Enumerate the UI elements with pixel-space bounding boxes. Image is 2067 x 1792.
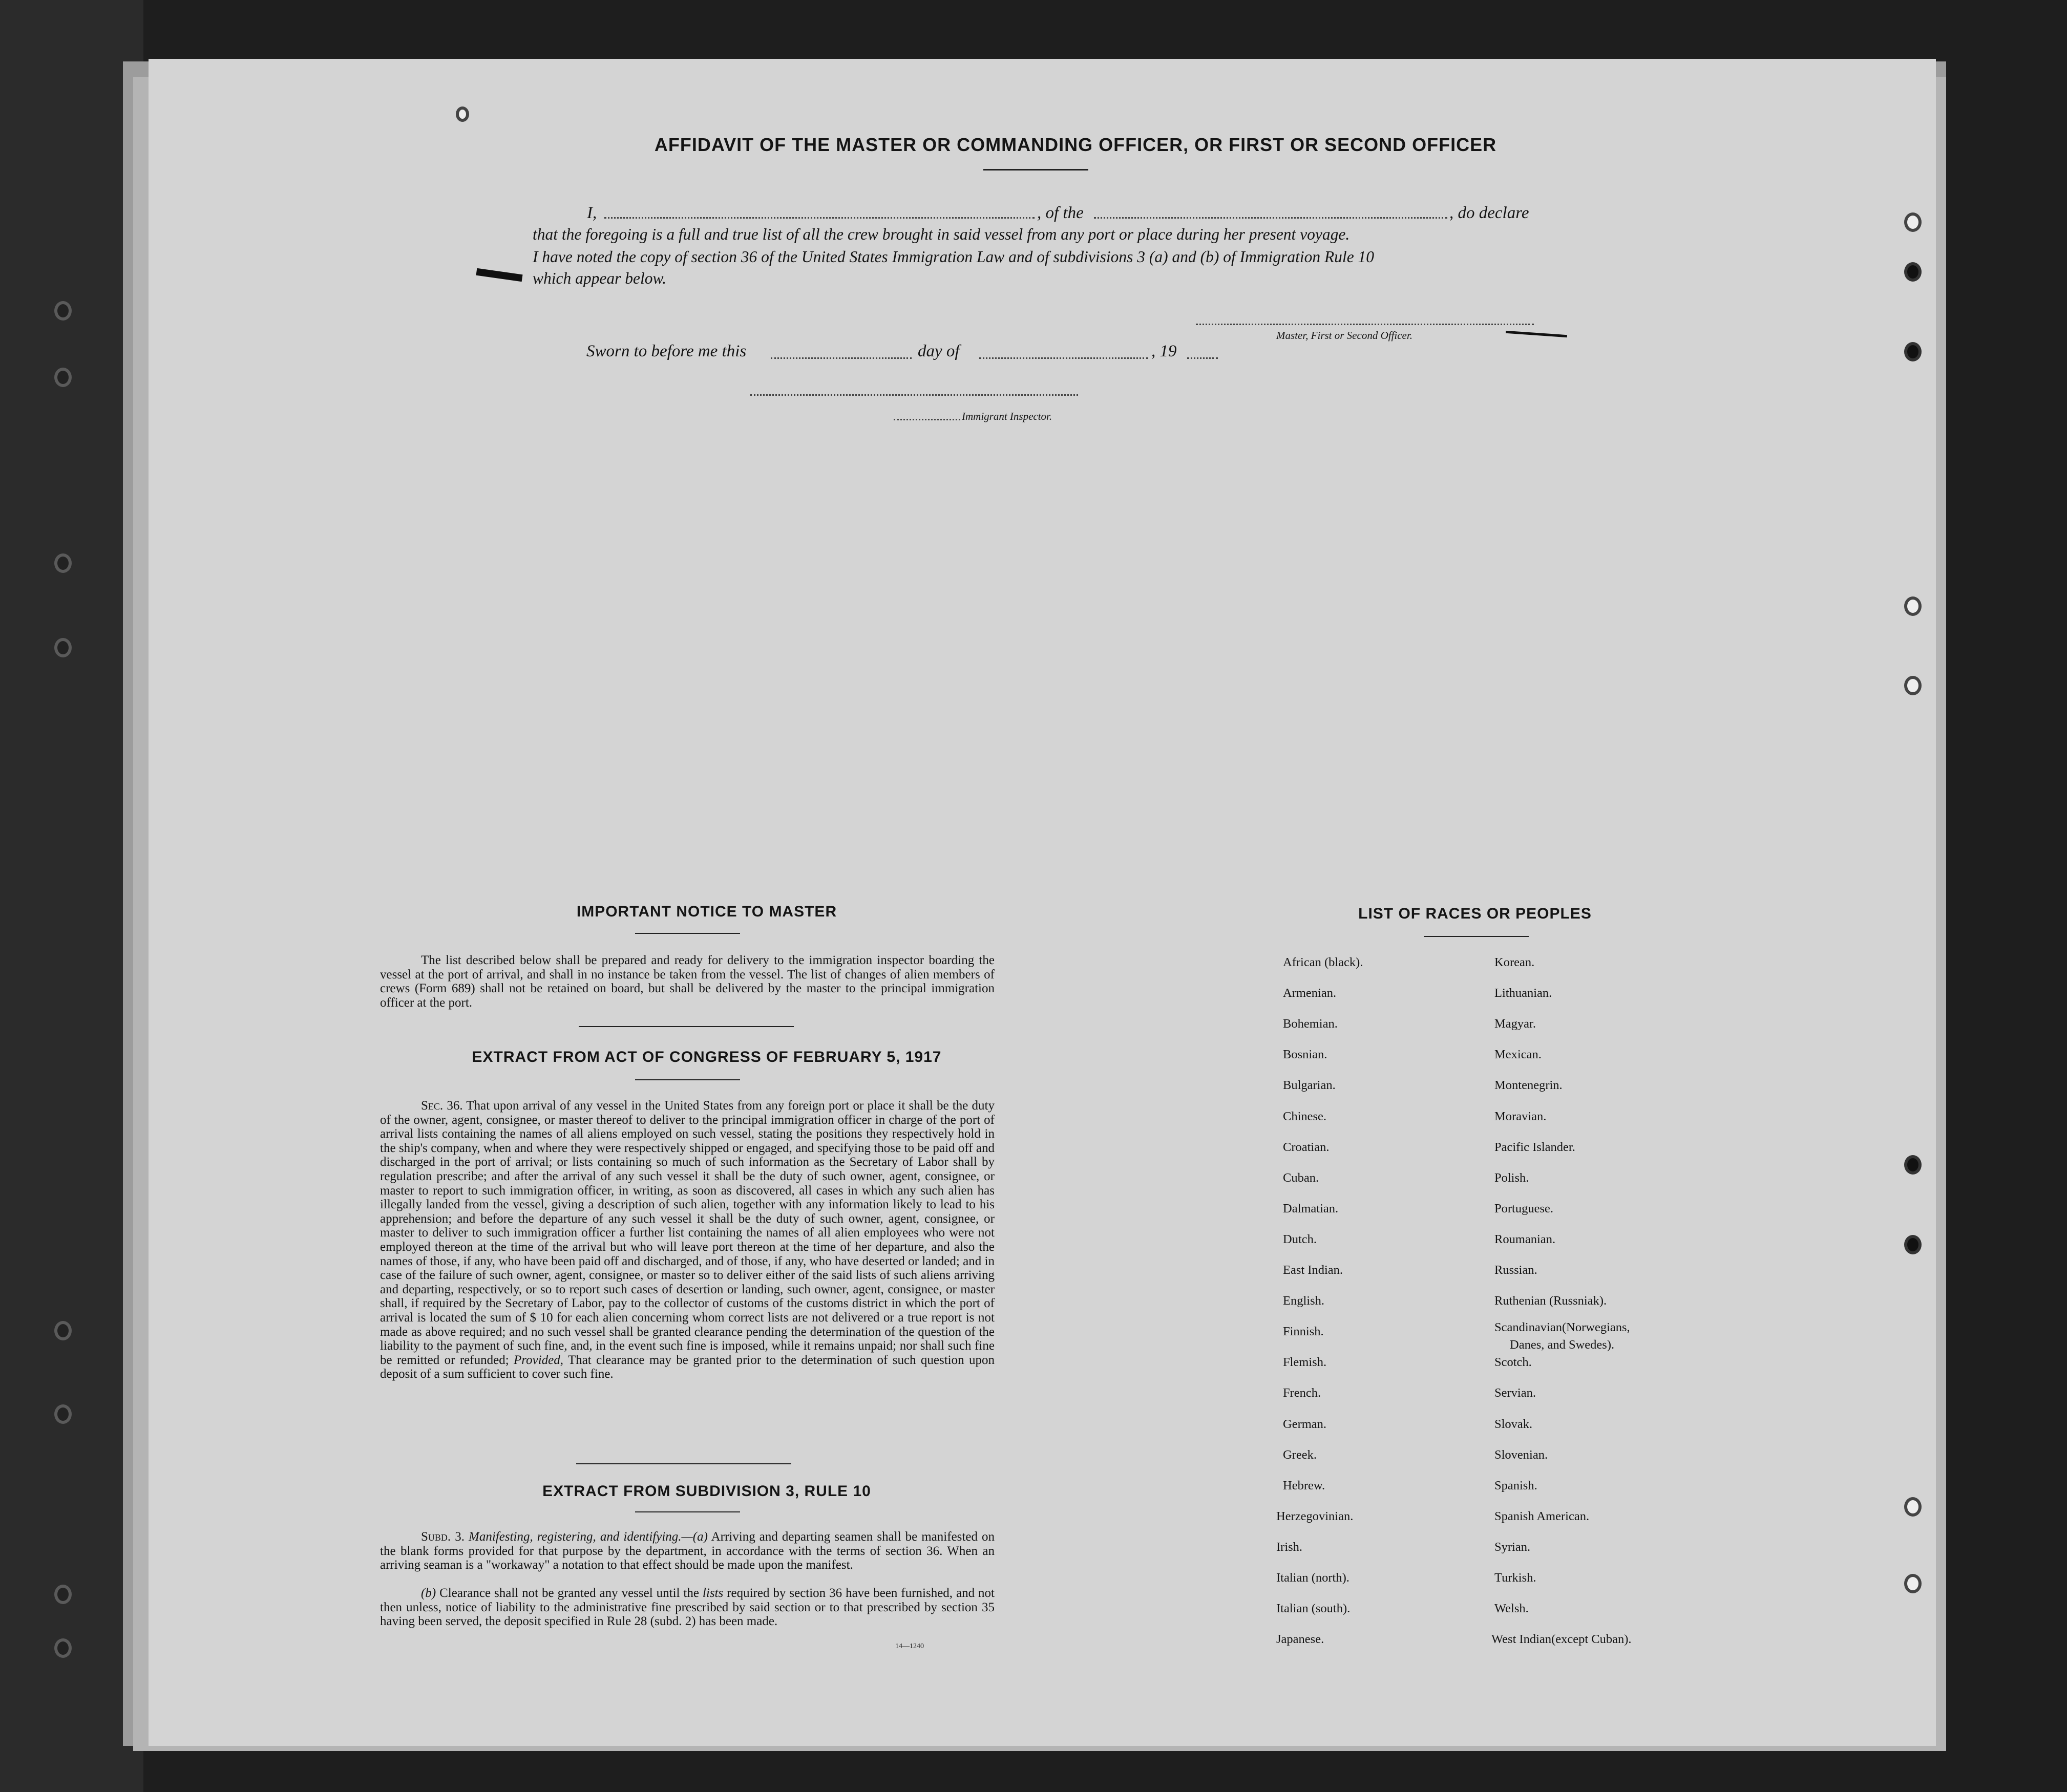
title-rule — [983, 169, 1088, 170]
rule-title-rule — [635, 1511, 740, 1512]
inspector-lead — [894, 419, 960, 420]
race-item: Russian. — [1494, 1263, 1537, 1277]
sworn-year-blank[interactable] — [1187, 357, 1218, 359]
binder-hole — [1904, 342, 1922, 361]
race-item: West Indian(except Cuban). — [1491, 1632, 1632, 1647]
race-item: Irish. — [1276, 1540, 1303, 1554]
sworn-text: Sworn to before me this — [586, 342, 747, 360]
race-item: East Indian. — [1283, 1263, 1343, 1277]
race-item: Portuguese. — [1494, 1201, 1553, 1215]
race-item: Dalmatian. — [1283, 1201, 1339, 1215]
sworn-day-blank[interactable] — [771, 357, 912, 359]
binder-hole — [456, 106, 469, 122]
binder-hole — [1904, 676, 1922, 695]
act-title: EXTRACT FROM ACT OF CONGRESS OF FEBRUARY 5, 1917 — [472, 1049, 942, 1065]
race-item: Finnish. — [1283, 1325, 1324, 1339]
notice-title-rule — [635, 933, 740, 934]
binder-hole — [54, 1321, 72, 1340]
vessel-blank[interactable] — [1094, 217, 1447, 219]
notice-title: IMPORTANT NOTICE TO MASTER — [576, 903, 837, 920]
binder-hole — [1904, 1235, 1922, 1254]
binder-hole — [54, 1404, 72, 1424]
race-item: Italian (north). — [1276, 1571, 1349, 1585]
race-item: Greek. — [1283, 1447, 1317, 1462]
act-title-rule — [635, 1079, 740, 1080]
race-item: Spanish American. — [1494, 1509, 1590, 1523]
binder-hole — [1904, 262, 1922, 282]
race-item: Flemish. — [1283, 1355, 1327, 1370]
races-title-rule — [1424, 936, 1529, 937]
form-number: 14—1240 — [895, 1642, 924, 1650]
race-item: Moravian. — [1494, 1109, 1547, 1123]
race-item: Turkish. — [1494, 1571, 1536, 1585]
rule-title: EXTRACT FROM SUBDIVISION 3, RULE 10 — [542, 1483, 871, 1500]
race-item: Mexican. — [1494, 1048, 1542, 1062]
year-prefix: , 19 — [1151, 342, 1177, 360]
document-page — [149, 59, 1936, 1746]
race-item: Montenegrin. — [1494, 1078, 1563, 1093]
affidavit-declare: , do declare — [1449, 204, 1529, 222]
race-item: Korean. — [1494, 955, 1535, 969]
race-item: Lithuanian. — [1494, 986, 1552, 1000]
race-item: Welsh. — [1494, 1602, 1529, 1616]
race-item: Scotch. — [1494, 1355, 1532, 1370]
binder-hole — [1904, 1497, 1922, 1517]
inspector-label: Immigrant Inspector. — [962, 410, 1052, 422]
race-item: Japanese. — [1276, 1632, 1324, 1647]
race-item: Servian. — [1494, 1386, 1536, 1400]
day-of-text: day of — [918, 342, 960, 360]
race-item: Syrian. — [1494, 1540, 1531, 1554]
binder-hole — [54, 1638, 72, 1658]
race-item: Polish. — [1494, 1170, 1529, 1185]
binder-hole — [54, 553, 72, 573]
affidavit-of-the: , of the — [1037, 204, 1084, 222]
affidavit-title: AFFIDAVIT OF THE MASTER OR COMMANDING OFFICER, OR FIRST OR SECOND OFFICER — [654, 134, 1497, 155]
race-item: African (black). — [1283, 955, 1363, 969]
race-item: Chinese. — [1283, 1109, 1327, 1123]
act-body: Sec. 36. That upon arrival of any vessel in the United States from any foreign port or place it shall be the duty of the owner, agent, consignee, or master thereof to deliver to the principal immigration officer in charge of the port of arrival lists containing the names of all aliens employed on such vessel, stating the positions they respectively hold in the ship's company, when and where they were respectively shipped or engaged, and specifying those to be paid off and discharged in the port of arrival; or lists containing so much of such information as the Secretary of Labor shall by regulation prescribe; and after the arrival of any such vessel it shall be the duty of such owner, agent, consignee, or master to report to such immigration officer, in writing, as soon as discovered, all cases in which any such alien has illegally landed from the vessel, giving a description of such alien, together with any information likely to lead to his apprehension; and before the departure of any such vessel it shall be the duty of such owner, agent, consignee, or master to deliver to such immigration officer a further list containing the names of all alien employees who were not employed thereon at the time of the arrival but who will leave port thereon at the time of her departure, and also the names of those, if any, who have been paid off and discharged, and of those, if any, who have deserted or landed; and in case of the failure of such owner, agent, consignee, or master so to deliver either of the said lists of such aliens arriving and departing, respectively, or so to report such cases of desertion or landing, such owner, agent, consignee, or master shall, if required by the Secretary of Labor, pay to the collector of customs of the customs district in which the port of arrival is located the sum of $ 10 for each alien concerning whom correct lists are not delivered or a true report is not made as above required; and no such vessel shall be granted clearance pending the determination of the question of the liability to the payment of such fine, and, in the event such fine is imposed, while it remains unpaid; nor shall such fine be remitted or refunded; Provided, That clearance may be granted prior to the determination of such question upon deposit of a sum sufficient to cover such fine. — [380, 1099, 995, 1381]
binder-hole — [54, 301, 72, 321]
binder-hole — [1904, 212, 1922, 232]
signature-blank[interactable] — [1196, 324, 1534, 325]
race-item: Magyar. — [1494, 1017, 1536, 1031]
rule-body-a: Subd. 3. Manifesting, registering, and identifying.—(a) Arriving and departing seamen shall be manifested on the blank forms provided for that purpose by the department, in accordance with the terms of section 36. When an arriving seaman is a "workaway" a notation to that effect should be made upon the manifest. — [380, 1530, 995, 1572]
race-item: Ruthenian (Russniak). — [1494, 1294, 1607, 1308]
notice-body: The list described below shall be prepared and ready for delivery to the immigration inspector boarding the vessel at the port of arrival, and shall in no instance be taken from the vessel. The list of changes of alien members of crews (Form 689) shall not be retained on board, but shall be delivered by the master to the principal immigration officer at the port. — [380, 953, 995, 1010]
race-item: Croatian. — [1283, 1140, 1330, 1154]
binder-hole — [54, 1585, 72, 1604]
signature-label: Master, First or Second Officer. — [1276, 329, 1412, 342]
race-item: Slovak. — [1494, 1417, 1533, 1431]
race-item: Spanish. — [1494, 1478, 1537, 1492]
race-item: Dutch. — [1283, 1232, 1317, 1246]
race-item: Roumanian. — [1494, 1232, 1556, 1246]
race-item: Italian (south). — [1276, 1602, 1351, 1616]
scanner-frame — [0, 0, 143, 1792]
inspector-blank[interactable] — [750, 394, 1078, 396]
affidavit-i: I, — [587, 204, 597, 222]
race-item: Bohemian. — [1283, 1017, 1338, 1031]
race-item: Scandinavian(Norwegians, — [1494, 1320, 1630, 1335]
race-item: Pacific Islander. — [1494, 1140, 1575, 1154]
race-item: English. — [1283, 1294, 1324, 1308]
race-item: Slovenian. — [1494, 1447, 1548, 1462]
affidavit-line-2: that the foregoing is a full and true list of all the crew brought in said vessel from any port or place during her present voyage. — [533, 225, 1350, 243]
race-item: Armenian. — [1283, 986, 1337, 1000]
affidavit-line-3: I have noted the copy of section 36 of the United States Immigration Law and of subdivisions 3 (a) and (b) of Immigration Rule 10 — [533, 248, 1375, 266]
name-blank[interactable] — [604, 217, 1035, 219]
notice-divider — [579, 1026, 794, 1027]
race-item: Hebrew. — [1283, 1478, 1325, 1492]
race-item: Bulgarian. — [1283, 1078, 1336, 1093]
affidavit-line-4: which appear below. — [533, 269, 667, 287]
race-item: Bosnian. — [1283, 1048, 1327, 1062]
binder-hole — [1904, 1155, 1922, 1175]
races-title: LIST OF RACES OR PEOPLES — [1358, 905, 1592, 922]
binder-hole — [1904, 1574, 1922, 1593]
race-item: Herzegovinian. — [1276, 1509, 1354, 1523]
race-item: Cuban. — [1283, 1170, 1319, 1185]
race-item: German. — [1283, 1417, 1327, 1431]
binder-hole — [54, 638, 72, 657]
race-item: Danes, and Swedes). — [1510, 1338, 1615, 1352]
sworn-month-blank[interactable] — [979, 357, 1148, 359]
rule-body-b: (b) Clearance shall not be granted any vessel until the lists required by section 36 have been furnished, and not then unless, notice of liability to the administrative fine prescribed by said section or to that prescribed by section 35 having been served, the deposit specified in Rule 28 (subd. 2) has been made. — [380, 1586, 995, 1629]
race-item: French. — [1283, 1386, 1321, 1400]
act-divider — [576, 1463, 791, 1464]
binder-hole — [54, 368, 72, 387]
binder-hole — [1904, 596, 1922, 616]
